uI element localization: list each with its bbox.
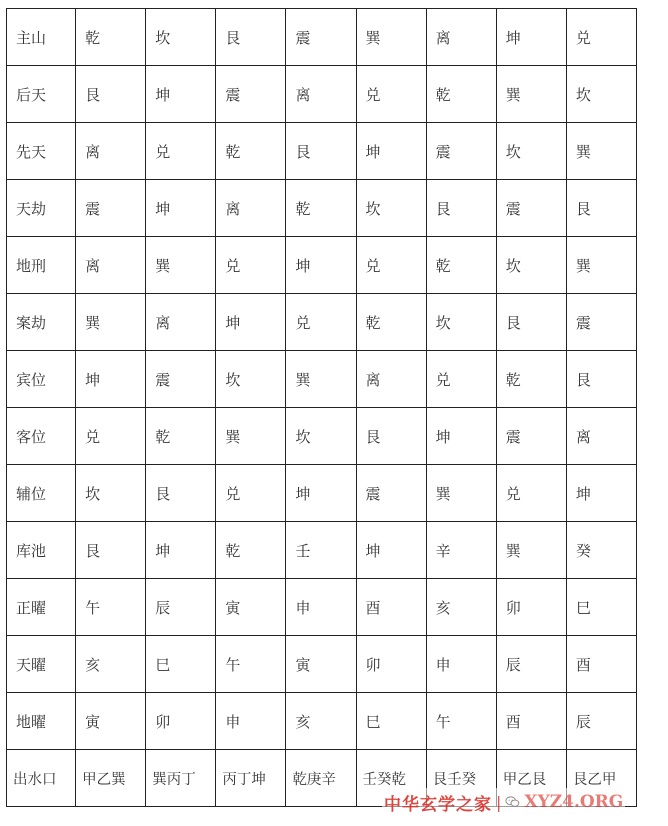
table-cell: 巽 [566, 237, 636, 294]
table-cell: 震 [356, 465, 426, 522]
table-cell: 离 [426, 9, 496, 66]
table-cell: 乾 [496, 351, 566, 408]
table-cell: 艮 [496, 294, 566, 351]
table-cell: 艮 [356, 408, 426, 465]
table-cell: 震 [146, 351, 216, 408]
table-cell: 离 [566, 408, 636, 465]
table-cell: 艮 [566, 180, 636, 237]
table-cell: 艮 [76, 66, 146, 123]
table-cell: 亥 [286, 693, 356, 750]
row-header-cell: 天劫 [7, 180, 76, 237]
table-cell: 坎 [286, 408, 356, 465]
table-cell: 离 [146, 294, 216, 351]
table-row [7, 237, 637, 294]
table-cell: 坎 [496, 237, 566, 294]
table-cell: 艮 [76, 522, 146, 579]
table-cell: 巽丙丁 [146, 750, 216, 807]
table-cell: 兑 [286, 294, 356, 351]
table-cell: 卯 [146, 693, 216, 750]
table-cell: 午 [426, 693, 496, 750]
table-row [7, 579, 637, 636]
table-cell: 寅 [286, 636, 356, 693]
table-cell: 巳 [566, 579, 636, 636]
table-cell: 震 [426, 123, 496, 180]
table-cell: 坎 [76, 465, 146, 522]
table-cell: 乾 [426, 237, 496, 294]
table-cell: 坤 [566, 465, 636, 522]
table-cell: 巽 [496, 522, 566, 579]
table-row [7, 9, 637, 66]
row-header-cell: 先天 [7, 123, 76, 180]
watermark [382, 788, 625, 816]
table-cell: 甲乙艮 [496, 750, 566, 807]
table-cell: 坤 [356, 522, 426, 579]
table-cell: 离 [356, 351, 426, 408]
table-cell: 兑 [146, 123, 216, 180]
table-cell: 巳 [146, 636, 216, 693]
table-cell: 坎 [356, 180, 426, 237]
table-cell: 兑 [426, 351, 496, 408]
table-cell: 坎 [216, 351, 286, 408]
row-header-cell: 正曜 [7, 579, 76, 636]
row-header-cell: 地刑 [7, 237, 76, 294]
watermark-separator: | [496, 792, 502, 812]
table-cell: 申 [216, 693, 286, 750]
table-cell: 巽 [76, 294, 146, 351]
table-cell: 巽 [566, 123, 636, 180]
table-cell: 辰 [566, 693, 636, 750]
table-cell: 坤 [146, 66, 216, 123]
table-cell: 坤 [356, 123, 426, 180]
watermark-domain: XYZ4.ORG [524, 792, 624, 812]
table-cell: 坤 [216, 294, 286, 351]
table-cell: 寅 [216, 579, 286, 636]
table-cell: 兑 [356, 237, 426, 294]
row-header-cell: 宾位 [7, 351, 76, 408]
table-cell: 兑 [566, 9, 636, 66]
table-cell: 兑 [216, 237, 286, 294]
table-cell: 卯 [356, 636, 426, 693]
wechat-icon [505, 796, 520, 808]
table-cell: 巽 [286, 351, 356, 408]
table-cell: 寅 [76, 693, 146, 750]
row-header-cell: 库池 [7, 522, 76, 579]
table-cell: 辰 [146, 579, 216, 636]
table-cell: 离 [286, 66, 356, 123]
table-cell: 乾庚辛 [286, 750, 356, 807]
table-cell: 艮 [426, 180, 496, 237]
table-cell: 坤 [426, 408, 496, 465]
table-row [7, 180, 637, 237]
table-cell: 酉 [566, 636, 636, 693]
table-row [7, 351, 637, 408]
table-cell: 兑 [216, 465, 286, 522]
table-row [7, 294, 637, 351]
table-cell: 震 [76, 180, 146, 237]
table-cell: 酉 [496, 693, 566, 750]
table-cell: 巽 [356, 9, 426, 66]
table-cell: 辰 [496, 636, 566, 693]
table-cell: 巽 [146, 237, 216, 294]
table-cell: 午 [76, 579, 146, 636]
table-row [7, 123, 637, 180]
table-cell: 坤 [76, 351, 146, 408]
table-cell: 辛 [426, 522, 496, 579]
table-cell: 乾 [216, 123, 286, 180]
table-row [7, 66, 637, 123]
table-row [7, 408, 637, 465]
row-header-cell: 辅位 [7, 465, 76, 522]
table-cell: 亥 [76, 636, 146, 693]
table-cell: 艮 [566, 351, 636, 408]
table-cell: 亥 [426, 579, 496, 636]
table-cell: 乾 [426, 66, 496, 123]
table-cell: 午 [216, 636, 286, 693]
table-cell: 坤 [146, 180, 216, 237]
table-cell: 巽 [496, 66, 566, 123]
row-header-cell: 天曜 [7, 636, 76, 693]
table-body [7, 9, 637, 807]
table-cell: 坤 [146, 522, 216, 579]
table-cell: 坎 [146, 9, 216, 66]
table-cell: 壬 [286, 522, 356, 579]
table-cell: 坎 [426, 294, 496, 351]
table-cell: 申 [286, 579, 356, 636]
table-cell: 离 [216, 180, 286, 237]
table-cell: 乾 [356, 294, 426, 351]
table-row [7, 522, 637, 579]
row-header-cell: 案劫 [7, 294, 76, 351]
row-header-cell: 出水口 [7, 750, 76, 807]
table-row [7, 636, 637, 693]
row-header-cell: 客位 [7, 408, 76, 465]
table-cell: 艮壬癸 [426, 750, 496, 807]
row-header-cell: 地曜 [7, 693, 76, 750]
table-row [7, 693, 637, 750]
table-cell: 巽 [426, 465, 496, 522]
bagua-table [6, 8, 637, 807]
table-cell: 乾 [146, 408, 216, 465]
table-cell: 艮 [146, 465, 216, 522]
table-cell: 艮 [286, 123, 356, 180]
table-cell: 震 [496, 180, 566, 237]
table-cell: 离 [76, 123, 146, 180]
row-header-cell: 主山 [7, 9, 76, 66]
table-row [7, 465, 637, 522]
table-cell: 乾 [216, 522, 286, 579]
table-cell: 坤 [286, 237, 356, 294]
table-cell: 乾 [286, 180, 356, 237]
table-cell: 壬癸乾 [356, 750, 426, 807]
table-cell: 巽 [216, 408, 286, 465]
table-cell: 震 [286, 9, 356, 66]
row-header-cell: 后天 [7, 66, 76, 123]
table-cell: 兑 [76, 408, 146, 465]
watermark-site-name: 中华玄学之家 [384, 794, 492, 815]
table-cell: 兑 [496, 465, 566, 522]
table-cell: 震 [496, 408, 566, 465]
table-cell: 坤 [286, 465, 356, 522]
table-cell: 离 [76, 237, 146, 294]
table-cell: 坤 [496, 9, 566, 66]
table-cell: 坎 [496, 123, 566, 180]
table-cell: 震 [216, 66, 286, 123]
table-cell: 乾 [76, 9, 146, 66]
table-cell: 艮乙甲 [566, 750, 636, 807]
table-cell: 酉 [356, 579, 426, 636]
table-cell: 坎 [566, 66, 636, 123]
table-cell: 震 [566, 294, 636, 351]
table-cell: 癸 [566, 522, 636, 579]
table-cell: 甲乙巽 [76, 750, 146, 807]
table-cell: 艮 [216, 9, 286, 66]
table-cell: 丙丁坤 [216, 750, 286, 807]
table-cell: 申 [426, 636, 496, 693]
table-cell: 巳 [356, 693, 426, 750]
table-cell: 卯 [496, 579, 566, 636]
table-cell: 兑 [356, 66, 426, 123]
